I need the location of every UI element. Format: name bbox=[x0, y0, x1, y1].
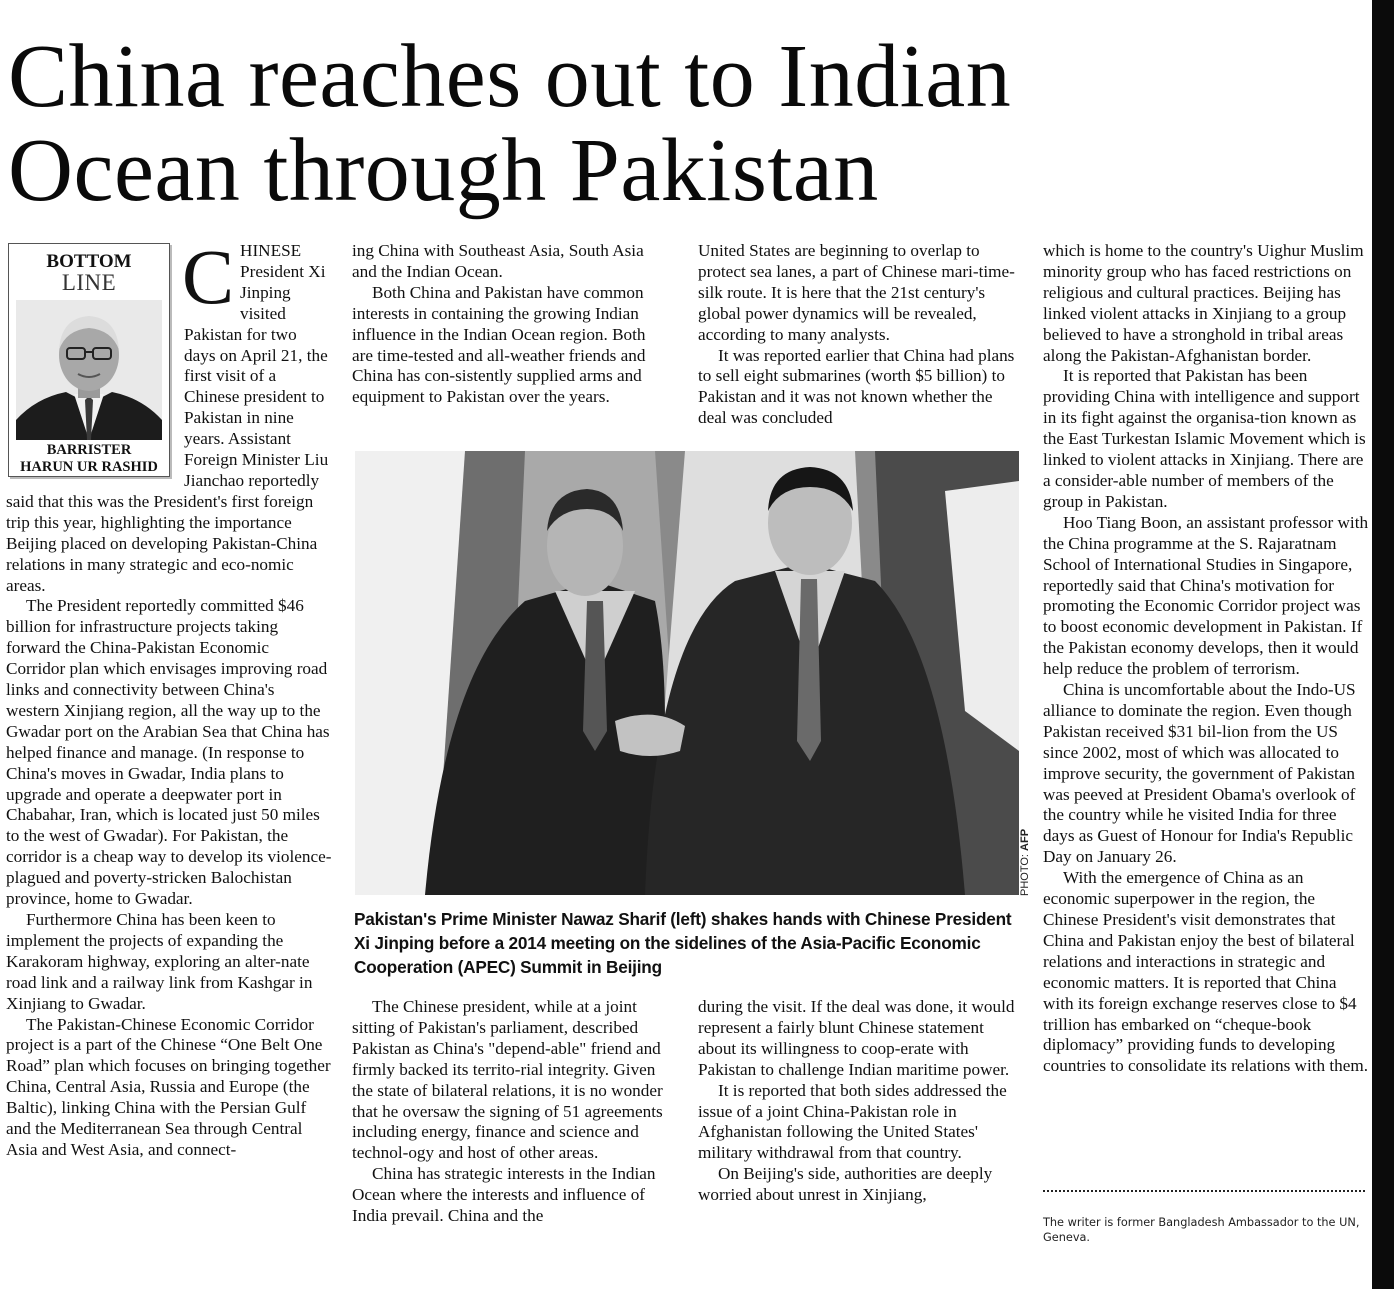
article-column-3-bottom bbox=[698, 997, 1024, 1206]
paragraph: United States are beginning to overlap to protect sea lanes, a part of Chinese mari-time-silk route. It is here that the 21st century's global power dynamics will be revealed, according to many analysts. bbox=[698, 241, 1015, 344]
author-title: BARRISTER bbox=[46, 442, 132, 458]
news-photo bbox=[355, 451, 1019, 895]
photo-credit-label: PHOTO: bbox=[1019, 854, 1031, 896]
article-column-2-bottom bbox=[352, 997, 678, 1227]
paragraph: Furthermore China has been keen to implement the projects of expanding the Karakoram highway, exploring an alter-nate road link and a railway link from Kashgar in Xinjiang to Gwadar. bbox=[6, 910, 313, 1013]
paragraph: HINESE President Xi Jinping visited Pakistan for two days on April 21, the first visit of a Chinese president to Pakistan in nine years. Assistant Foreign Minister Liu Jianchao reportedly said that this was the President's first foreign trip this year, highlighting the importance Beijing placed on developing Pakistan-China relations in many strategic and eco-nomic areas. bbox=[6, 241, 329, 595]
paragraph: It is reported that Pakistan has been providing China with intelligence and support in its fight against the organisa-tion known as the East Turkestan Islamic Movement which is linked to violent attacks in Xinjiang. There are a consider-able number of members of the group in Pakistan. bbox=[1043, 366, 1366, 511]
photo-credit-source: AFP bbox=[1019, 828, 1031, 851]
article-column-2-top bbox=[352, 241, 670, 408]
paragraph: Both China and Pakistan have common interests in containing the growing Indian influence in the Indian Ocean region. Both are time-tested and all-weather friends and China has con-sistently supplied arms and equipment to Pakistan over the years. bbox=[352, 282, 646, 407]
paragraph: ing China with Southeast Asia, South Asia and the Indian Ocean. bbox=[352, 241, 644, 281]
paragraph: The President reportedly committed $46 billion for infrastructure projects taking forward the China-Pakistan Economic Corridor plan which envisages improving road links and connectivity between China's western Xinjiang region, all the way up to the Gwadar port on the Arabian Sea that China has helped finance and manage. (In response to China's moves in Gwadar, India plans to upgrade and operate a deepwater port in Chabahar, Iran, which is located just 50 miles to the west of Gwadar). For Pakistan, the corridor is a cheap way to develop its violence-plagued and poverty-stricken Balochistan province, home to Gwadar. bbox=[6, 596, 332, 909]
column-title: BOTTOM bbox=[46, 251, 132, 272]
photo-credit bbox=[1019, 820, 1039, 896]
paragraph: With the emergence of China as an economic superpower in the region, the Chinese President's visit demonstrates that China and Pakistan enjoy the best of bilateral relations and interactions in strategic and economic matters. It is reported that China with its foreign exchange reserves close to $4 trillion has embarked on “cheque-book diplomacy” providing funds to developing countries to consolidate its relations with them. bbox=[1043, 868, 1369, 1076]
drop-cap: C bbox=[182, 233, 235, 320]
column-subtitle: LINE bbox=[61, 270, 117, 295]
author-portrait bbox=[16, 300, 162, 440]
paragraph: during the visit. If the deal was done, it would represent a fairly blunt Chinese statement about its willingness to coop-erate with Pakistan to challenge Indian maritime power. bbox=[698, 997, 1015, 1079]
paragraph: China has strategic interests in the Indian Ocean where the interests and influence of India prevail. China and the bbox=[352, 1164, 656, 1226]
paragraph: The Chinese president, while at a joint sitting of Pakistan's parliament, described Pakistan as China's "depend-able" friend and firmly backed its territo-rial integrity. Given the state of bilateral relations, it is no wonder that he oversaw the signing of 51 agreements including energy, finance and science and technol-ogy and host of other areas. bbox=[352, 997, 663, 1163]
paragraph: It was reported earlier that China had plans to sell eight submarines (worth $5 billion) to Pakistan and it was not known whether the deal was concluded bbox=[698, 345, 1015, 428]
paragraph: which is home to the country's Uighur Muslim minority group who has faced restrictions on religious and cultural practices. Beijing has linked violent attacks in Xinjiang to a group believed to have a stronghold in tribal areas along the Pakistan-Afghanistan border. bbox=[1043, 241, 1364, 365]
headline: China reaches out to Indian Ocean through Pakistan bbox=[8, 27, 1012, 220]
author-name: HARUN UR RASHID bbox=[20, 459, 158, 475]
columnist-box bbox=[8, 243, 170, 477]
article-column-4 bbox=[1043, 241, 1370, 1077]
photo-caption: Pakistan's Prime Minister Nawaz Sharif (left) shakes hands with Chinese President Xi Jinping before a 2014 meeting on the sidelines of the Asia-Pacific Economic Cooperation (APEC) Summit in Beijing bbox=[354, 909, 1012, 978]
article-column-1 bbox=[6, 233, 332, 1161]
paragraph: The Pakistan-Chinese Economic Corridor project is a part of the Chinese “One Belt One Road” plan which focuses on bringing together China, Central Asia, Russia and Europe (the Baltic), linking China with the Persian Gulf and the Mediterranean Sea through Central Asia and West Asia, and connect- bbox=[6, 1014, 331, 1159]
article-column-3-top bbox=[698, 241, 1024, 429]
paragraph: On Beijing's side, authorities are deeply worried about unrest in Xinjiang, bbox=[698, 1164, 993, 1205]
paragraph: It is reported that both sides addressed the issue of a joint China-Pakistan role in Afghanistan following the United States' military withdrawal from that country. bbox=[698, 1080, 1007, 1163]
dotted-divider bbox=[1043, 1190, 1365, 1192]
page-edge-bar bbox=[1372, 0, 1394, 1289]
writer-note: The writer is former Bangladesh Ambassador to the UN, Geneva. bbox=[1043, 1216, 1360, 1244]
paragraph: China is uncomfortable about the Indo-US alliance to dominate the region. Even though Pakistan received $31 bil-lion from the US since 2002, most of which was allocated to improve security, the government of Pakistan was peeved at President Obama's overlook of the country while he visited India for three days as Guest of Honour for India's Republic Day on January 26. bbox=[1043, 680, 1356, 867]
paragraph: Hoo Tiang Boon, an assistant professor with the China programme at the S. Rajaratnam School of International Studies in Singapore, reportedly said that China's motivation for promoting the Economic Corridor project was to boost economic development in Pakistan. If the Pakistan economy develops, then it would help reduce the problem of terrorism. bbox=[1043, 512, 1369, 679]
